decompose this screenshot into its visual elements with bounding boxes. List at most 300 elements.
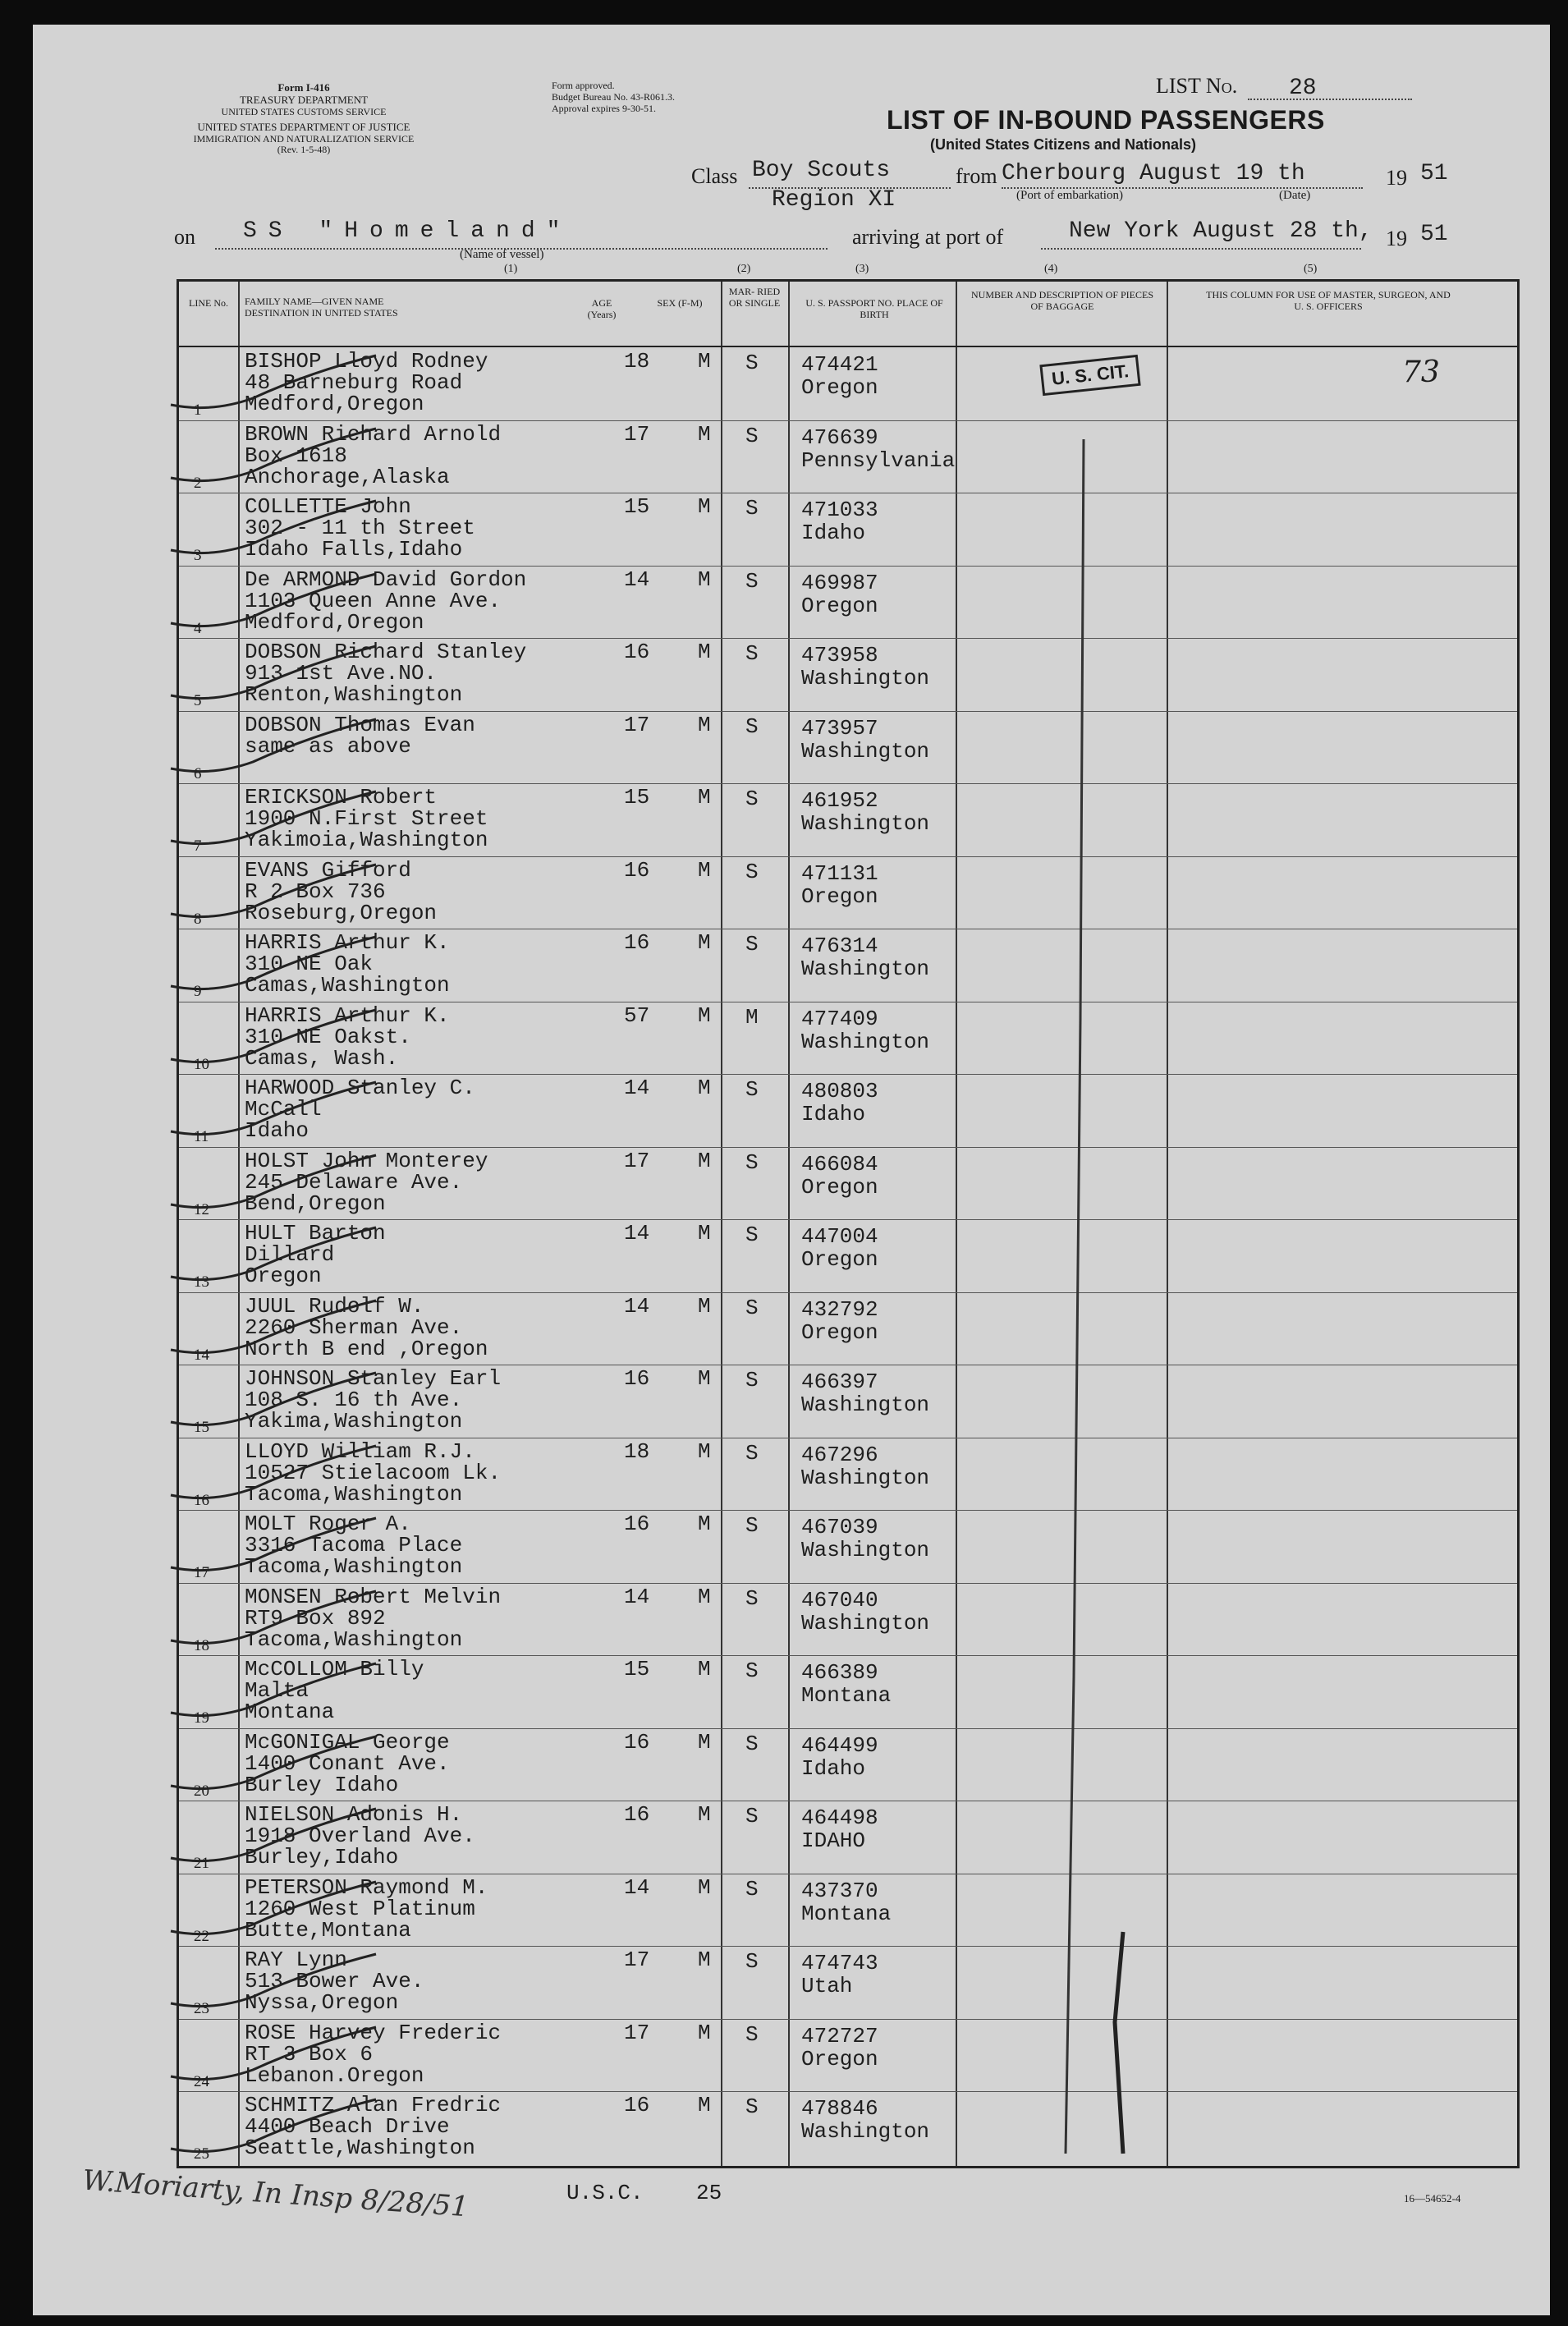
sex: M bbox=[698, 1512, 711, 1536]
place-of-birth: Washington bbox=[801, 957, 930, 981]
passport-number: 466389 bbox=[801, 1660, 878, 1685]
address-line-1: McCall bbox=[245, 1097, 322, 1122]
passenger-name: NIELSON Adonis H. bbox=[245, 1802, 463, 1827]
marital-status: S bbox=[745, 423, 759, 448]
table-row bbox=[179, 566, 1517, 637]
address-line-2: Tacoma,Washington bbox=[245, 1554, 463, 1579]
check-mark bbox=[163, 783, 409, 857]
passport-number: 466397 bbox=[801, 1369, 878, 1394]
treasury-dept: TREASURY DEPARTMENT bbox=[239, 93, 369, 106]
line-number: 15 bbox=[194, 1419, 209, 1436]
age: 57 bbox=[624, 1002, 650, 1028]
budget-bureau-text: Budget Bureau No. 43-R061.3. bbox=[552, 90, 675, 103]
address-line-1: 1103 Queen Anne Ave. bbox=[245, 588, 502, 613]
passenger-list-document bbox=[33, 25, 1550, 2315]
check-mark bbox=[163, 1874, 409, 1948]
marital-status: S bbox=[745, 351, 759, 375]
table-row bbox=[179, 783, 1517, 855]
sex: M bbox=[698, 1729, 711, 1755]
marital-status: S bbox=[745, 787, 759, 811]
passenger-name: EVANS Gifford bbox=[245, 857, 411, 883]
marital-status: M bbox=[745, 1004, 759, 1030]
address-line-1: 4400 Beach Drive bbox=[245, 2114, 450, 2139]
passport-number: 478846 bbox=[801, 2096, 878, 2121]
place-of-birth: Idaho bbox=[801, 1102, 866, 1126]
sex: M bbox=[698, 567, 711, 592]
passport-number: 447004 bbox=[801, 1224, 878, 1249]
header-line-no: LINE No. bbox=[189, 297, 228, 309]
marital-status: S bbox=[745, 1731, 759, 1756]
passenger-table bbox=[177, 279, 1520, 2168]
passport-number: 467296 bbox=[801, 1442, 878, 1467]
address-line-1: 310 NE Oakst. bbox=[245, 1024, 411, 1049]
table-row bbox=[179, 2019, 1517, 2090]
us-citizen-stamp: U. S. CIT. bbox=[1039, 355, 1140, 396]
passenger-name: LLOYD William R.J. bbox=[245, 1438, 475, 1464]
address-line-2: Idaho bbox=[245, 1118, 309, 1143]
check-mark bbox=[163, 1002, 409, 1076]
table-row bbox=[179, 493, 1517, 564]
address-line-1: Dillard bbox=[245, 1242, 335, 1267]
passenger-name: MONSEN Robert Melvin bbox=[245, 1584, 502, 1609]
place-of-birth: Washington bbox=[801, 1538, 930, 1562]
address-line-2: Idaho Falls,Idaho bbox=[245, 537, 463, 562]
sex: M bbox=[698, 1802, 711, 1827]
check-mark bbox=[163, 1946, 409, 2020]
place-of-birth: Oregon bbox=[801, 1174, 878, 1200]
check-mark bbox=[163, 638, 409, 712]
address-line-2: North B end ,Oregon bbox=[245, 1336, 488, 1361]
address-line-1: 108 S. 16 th Ave. bbox=[245, 1388, 463, 1412]
sex: M bbox=[698, 2093, 711, 2117]
line-number: 17 bbox=[194, 1564, 209, 1581]
table-row bbox=[179, 2091, 1517, 2163]
address-line-1: RT 3 Box 6 bbox=[245, 2041, 374, 2067]
officer-note: 73 bbox=[1402, 356, 1440, 389]
form-approval bbox=[552, 80, 675, 114]
marital-status: S bbox=[745, 496, 759, 521]
line-number: 12 bbox=[194, 1200, 209, 1218]
line-number: 23 bbox=[194, 2000, 209, 2017]
line-number: 19 bbox=[194, 1709, 209, 1727]
place-of-birth: Idaho bbox=[801, 1755, 866, 1781]
table-row bbox=[179, 1801, 1517, 1872]
address-line-1: 1918 Overland Ave. bbox=[245, 1824, 475, 1848]
passenger-name: McGONIGAL George bbox=[245, 1729, 450, 1755]
table-row bbox=[179, 420, 1517, 492]
col-num-5: (5) bbox=[1304, 263, 1318, 275]
sex: M bbox=[698, 494, 711, 519]
sex: M bbox=[698, 1221, 711, 1246]
place-of-birth: Idaho bbox=[801, 521, 866, 545]
check-mark bbox=[163, 1438, 409, 1512]
address-line-1: 48 Barneburg Road bbox=[245, 370, 463, 395]
passport-number: 466084 bbox=[801, 1151, 878, 1177]
passenger-name: RAY Lynn bbox=[245, 1948, 347, 1972]
table-row bbox=[179, 1365, 1517, 1436]
place-of-birth: Pennsylvania bbox=[801, 447, 956, 473]
place-of-birth: Washington bbox=[801, 1465, 930, 1490]
place-of-birth: Montana bbox=[801, 1683, 892, 1708]
sex: M bbox=[698, 1293, 711, 1319]
check-mark bbox=[163, 1292, 409, 1366]
passenger-name: DOBSON Richard Stanley bbox=[245, 640, 527, 664]
address-line-1: R 2 Box 736 bbox=[245, 879, 386, 904]
passport-number: 464499 bbox=[801, 1732, 878, 1758]
address-line-1: Box 1618 bbox=[245, 443, 347, 468]
embarkation-value: Cherbourg August 19 th bbox=[1002, 161, 1305, 186]
marital-status: S bbox=[745, 1077, 759, 1102]
check-mark bbox=[163, 420, 409, 494]
form-header-left bbox=[156, 82, 452, 156]
line-number: 5 bbox=[194, 692, 202, 709]
port-embark-caption: (Port of embarkation) bbox=[1016, 189, 1123, 202]
passport-number: 471131 bbox=[801, 860, 878, 886]
age: 18 bbox=[624, 349, 650, 374]
place-of-birth: Oregon bbox=[801, 1319, 878, 1345]
header-name-text: FAMILY NAME—GIVEN NAME bbox=[245, 296, 384, 307]
header-sex: SEX (F-M) bbox=[657, 297, 703, 309]
line-number: 21 bbox=[194, 1855, 209, 1872]
place-of-birth: Oregon bbox=[801, 883, 878, 909]
age: 17 bbox=[624, 421, 650, 447]
table-row bbox=[179, 1438, 1517, 1509]
address-line-2: Yakimoia,Washington bbox=[245, 828, 488, 852]
check-mark bbox=[163, 347, 409, 421]
check-mark bbox=[163, 856, 409, 930]
check-mark bbox=[163, 2091, 409, 2165]
passenger-name: HARRIS Arthur K. bbox=[245, 1002, 450, 1028]
passport-number: 473958 bbox=[801, 643, 878, 668]
inspector-signature: W.Moriarty, In Insp 8/28/51 bbox=[81, 2163, 470, 2224]
sex: M bbox=[698, 1366, 711, 1391]
table-row bbox=[179, 1946, 1517, 2017]
age: 16 bbox=[624, 930, 650, 955]
marital-status: S bbox=[745, 1949, 759, 1974]
age: 18 bbox=[624, 1438, 650, 1464]
customs-service: UNITED STATES CUSTOMS SERVICE bbox=[221, 105, 387, 117]
table-row bbox=[179, 1219, 1517, 1291]
year-prefix-1: 19 bbox=[1386, 166, 1407, 190]
passenger-name: De ARMOND David Gordon bbox=[245, 567, 527, 592]
address-line-2: Lebanon.Oregon bbox=[245, 2062, 424, 2088]
table-row bbox=[179, 347, 1517, 419]
passport-number: 474743 bbox=[801, 1951, 878, 1975]
age: 17 bbox=[624, 1948, 650, 1972]
address-line-1: Malta bbox=[245, 1678, 309, 1703]
year-prefix-2: 19 bbox=[1386, 227, 1407, 250]
class-value: Boy Scouts bbox=[752, 158, 891, 183]
sex: M bbox=[698, 640, 711, 664]
class-label: Class bbox=[691, 164, 738, 188]
table-row bbox=[179, 1292, 1517, 1364]
passport-number: 474421 bbox=[801, 352, 878, 377]
passenger-name: BROWN Richard Arnold bbox=[245, 421, 502, 447]
check-mark bbox=[163, 1219, 409, 1293]
passport-number: 471033 bbox=[801, 498, 878, 522]
print-code: 16—54652-4 bbox=[1404, 2192, 1461, 2204]
check-mark bbox=[163, 1655, 409, 1729]
address-line-2: Renton,Washington bbox=[245, 682, 463, 707]
age: 14 bbox=[624, 1874, 650, 1900]
year-2: 51 bbox=[1420, 222, 1448, 247]
passenger-name: SCHMITZ Alan Fredric bbox=[245, 2093, 502, 2117]
vessel-caption: (Name of vessel) bbox=[460, 248, 544, 261]
marital-status: S bbox=[745, 1149, 759, 1175]
check-mark bbox=[163, 1728, 409, 1802]
sex: M bbox=[698, 712, 711, 737]
marital-status: S bbox=[745, 1368, 759, 1392]
passport-number: 469987 bbox=[801, 570, 878, 595]
address-line-2: Yakima,Washington bbox=[245, 1409, 463, 1434]
address-line-1: 310 NE Oak bbox=[245, 952, 374, 976]
place-of-birth: Oregon bbox=[801, 375, 878, 400]
header-officers: THIS COLUMN FOR USE OF MASTER, SURGEON, AND U. S. OFFICERS bbox=[1206, 289, 1451, 312]
check-mark bbox=[163, 1074, 409, 1148]
age: 14 bbox=[624, 1584, 650, 1609]
header-age: AGE (Years) bbox=[587, 297, 617, 320]
passport-number: 437370 bbox=[801, 1878, 878, 1903]
marital-status: S bbox=[745, 641, 759, 666]
sex: M bbox=[698, 1438, 711, 1464]
list-number: 28 bbox=[1289, 76, 1317, 101]
approval-expires-text: Approval expires 9-30-51. bbox=[552, 102, 656, 114]
passport-number: 464498 bbox=[801, 1805, 878, 1830]
passport-number: 467039 bbox=[801, 1515, 878, 1539]
place-of-birth: Oregon bbox=[801, 2046, 878, 2071]
form-number: Form I-416 bbox=[277, 81, 330, 94]
vessel-col-num: (1) bbox=[504, 263, 518, 275]
passenger-name: McCOLLOM Billy bbox=[245, 1657, 424, 1681]
age: 14 bbox=[624, 567, 650, 592]
address-line-2: Seattle,Washington bbox=[245, 2136, 475, 2160]
marital-status: S bbox=[745, 2094, 759, 2119]
table-row bbox=[179, 1510, 1517, 1581]
arriving-label: arriving at port of bbox=[852, 225, 1004, 249]
address-line-2: Montana bbox=[245, 1700, 335, 1724]
line-number: 10 bbox=[194, 1055, 209, 1073]
passport-number: 476314 bbox=[801, 934, 878, 958]
table-row bbox=[179, 1655, 1517, 1727]
arrival-line bbox=[1041, 248, 1361, 250]
passenger-name: JUUL Rudolf W. bbox=[245, 1293, 424, 1319]
passenger-name: HARRIS Arthur K. bbox=[245, 930, 450, 955]
marital-status: S bbox=[745, 1804, 759, 1828]
line-number: 16 bbox=[194, 1491, 209, 1509]
place-of-birth: Washington bbox=[801, 2119, 930, 2144]
marital-status: S bbox=[745, 1513, 759, 1538]
sex: M bbox=[698, 785, 711, 810]
vessel-name: SS "Homeland" bbox=[243, 218, 572, 244]
table-row bbox=[179, 856, 1517, 928]
address-line-1: RT9 Box 892 bbox=[245, 1605, 386, 1631]
address-line-2: Burley,Idaho bbox=[245, 1845, 399, 1870]
check-mark bbox=[163, 929, 409, 1002]
sex: M bbox=[698, 1076, 711, 1100]
line-number: 1 bbox=[194, 401, 202, 419]
usc-label: U.S.C. bbox=[566, 2181, 644, 2205]
passport-number: 472727 bbox=[801, 2023, 878, 2048]
line-number: 13 bbox=[194, 1273, 209, 1291]
line-number: 22 bbox=[194, 1927, 209, 1945]
address-line-1: 245 Delaware Ave. bbox=[245, 1169, 463, 1195]
line-number: 3 bbox=[194, 547, 202, 564]
marital-status: S bbox=[745, 1658, 759, 1683]
sex: M bbox=[698, 1148, 711, 1173]
passenger-name: ROSE Harvey Frederic bbox=[245, 2020, 502, 2045]
line-number: 9 bbox=[194, 983, 202, 1000]
list-number-label: LIST No. bbox=[1156, 74, 1238, 98]
passenger-name: BISHOP Lloyd Rodney bbox=[245, 349, 488, 374]
address-line-1: 2260 Sherman Ave. bbox=[245, 1314, 463, 1340]
age: 16 bbox=[624, 1802, 650, 1827]
date-caption: (Date) bbox=[1279, 189, 1311, 202]
check-mark bbox=[163, 1510, 409, 1584]
ins-service: IMMIGRATION AND NATURALIZATION SERVICE bbox=[193, 132, 415, 145]
place-of-birth: Oregon bbox=[801, 593, 878, 618]
check-mark bbox=[163, 711, 409, 785]
table-row bbox=[179, 929, 1517, 1000]
age: 17 bbox=[624, 712, 650, 737]
form-revision: (Rev. 1-5-48) bbox=[277, 144, 331, 156]
place-of-birth: Washington bbox=[801, 1029, 930, 1054]
document-subtitle: (United States Citizens and Nationals) bbox=[930, 136, 1197, 153]
sex: M bbox=[698, 1002, 711, 1028]
place-of-birth: Utah bbox=[801, 1974, 853, 1998]
passenger-name: ERICKSON Robert bbox=[245, 785, 438, 810]
passport-number: 480803 bbox=[801, 1079, 878, 1103]
col-num-2: (2) bbox=[737, 263, 751, 275]
marital-status: S bbox=[745, 2021, 759, 2047]
address-line-2: Tacoma,Washington bbox=[245, 1481, 463, 1507]
age: 17 bbox=[624, 2020, 650, 2045]
line-number: 14 bbox=[194, 1346, 209, 1364]
place-of-birth: IDAHO bbox=[801, 1828, 866, 1853]
on-label: on bbox=[174, 225, 195, 249]
table-row bbox=[179, 1147, 1517, 1218]
table-row bbox=[179, 1002, 1517, 1073]
passenger-name: PETERSON Raymond M. bbox=[245, 1874, 488, 1900]
address-line-1: 1260 West Platinum bbox=[245, 1896, 475, 1921]
total-count: 25 bbox=[696, 2181, 722, 2205]
address-line-2: Bend,Oregon bbox=[245, 1191, 386, 1216]
table-row bbox=[179, 1074, 1517, 1145]
address-line-2: Camas,Washington bbox=[245, 973, 450, 998]
sex: M bbox=[698, 421, 711, 447]
sex: M bbox=[698, 1948, 711, 1972]
passport-number: 461952 bbox=[801, 788, 878, 813]
address-line-1: 513 Bower Ave. bbox=[245, 1969, 424, 1993]
line-number: 24 bbox=[194, 2072, 209, 2090]
address-line-2: Oregon bbox=[245, 1264, 322, 1288]
address-line-2: Burley Idaho bbox=[245, 1772, 399, 1797]
passenger-name: COLLETTE John bbox=[245, 494, 411, 519]
line-number: 8 bbox=[194, 910, 202, 928]
marital-status: S bbox=[745, 1876, 759, 1902]
marital-status: S bbox=[745, 859, 759, 884]
place-of-birth: Washington bbox=[801, 738, 930, 764]
address-line-2: Roseburg,Oregon bbox=[245, 900, 438, 925]
age: 15 bbox=[624, 494, 650, 519]
age: 14 bbox=[624, 1293, 650, 1319]
address-line-1: same as above bbox=[245, 733, 411, 759]
marital-status: S bbox=[745, 568, 759, 594]
marital-status: S bbox=[745, 713, 759, 739]
address-line-1: 3316 Tacoma Place bbox=[245, 1533, 463, 1558]
line-number: 7 bbox=[194, 837, 202, 855]
sex: M bbox=[698, 2020, 711, 2045]
marital-status: S bbox=[745, 1585, 759, 1611]
line-number: 25 bbox=[194, 2145, 209, 2163]
table-row bbox=[179, 1874, 1517, 1945]
age: 15 bbox=[624, 1657, 650, 1681]
sex: M bbox=[698, 349, 711, 374]
address-line-2: Nyssa,Oregon bbox=[245, 1990, 399, 2015]
passenger-name: HULT Barton bbox=[245, 1221, 386, 1246]
passenger-name: HOLST John Monterey bbox=[245, 1148, 488, 1173]
line-number: 4 bbox=[194, 619, 202, 637]
age: 16 bbox=[624, 1366, 650, 1391]
table-row bbox=[179, 1583, 1517, 1654]
col-num-3: (3) bbox=[855, 263, 869, 275]
passenger-name: MOLT Roger A. bbox=[245, 1512, 411, 1536]
sex: M bbox=[698, 1874, 711, 1900]
passport-number: 477409 bbox=[801, 1006, 878, 1031]
place-of-birth: Washington bbox=[801, 1610, 930, 1636]
address-line-1: 1900 N.First Street bbox=[245, 806, 488, 831]
line-number: 11 bbox=[194, 1128, 209, 1145]
age: 17 bbox=[624, 1148, 650, 1173]
address-line-1: 10527 Stielacoom Lk. bbox=[245, 1460, 502, 1485]
passenger-name: HARWOOD Stanley C. bbox=[245, 1076, 475, 1100]
passenger-name: DOBSON Thomas Evan bbox=[245, 712, 475, 737]
line-number: 2 bbox=[194, 474, 202, 492]
check-mark bbox=[163, 566, 409, 640]
address-line-1: 913 1st Ave.NO. bbox=[245, 661, 438, 686]
check-mark bbox=[163, 1583, 409, 1657]
justice-dept: UNITED STATES DEPARTMENT OF JUSTICE bbox=[197, 120, 410, 133]
check-mark bbox=[163, 1147, 409, 1221]
header-baggage: NUMBER AND DESCRIPTION OF PIECES OF BAGGAGE bbox=[970, 289, 1154, 312]
class-value-region: Region XI bbox=[772, 187, 896, 213]
address-line-2: Anchorage,Alaska bbox=[245, 464, 450, 489]
line-number: 18 bbox=[194, 1636, 209, 1654]
arrival-value: New York August 28 th, bbox=[1069, 218, 1373, 244]
passport-number: 467040 bbox=[801, 1587, 878, 1613]
place-of-birth: Oregon bbox=[801, 1247, 878, 1272]
place-of-birth: Washington bbox=[801, 1392, 930, 1417]
list-number-line bbox=[1248, 99, 1412, 100]
address-line-1: 302 - 11 th Street bbox=[245, 516, 475, 540]
age: 16 bbox=[624, 857, 650, 883]
document-title: LIST OF IN-BOUND PASSENGERS bbox=[887, 105, 1325, 135]
age: 14 bbox=[624, 1076, 650, 1100]
marital-status: S bbox=[745, 932, 759, 957]
address-line-2: Medford,Oregon bbox=[245, 609, 424, 635]
check-mark bbox=[163, 1365, 409, 1438]
check-mark bbox=[163, 1801, 409, 1874]
passport-number: 476639 bbox=[801, 424, 878, 450]
header-destination-text: DESTINATION IN UNITED STATES bbox=[245, 306, 398, 319]
line-number: 20 bbox=[194, 1782, 209, 1800]
check-mark bbox=[163, 2019, 409, 2093]
table-row bbox=[179, 1728, 1517, 1800]
age: 16 bbox=[624, 1729, 650, 1755]
line-number: 6 bbox=[194, 764, 202, 782]
place-of-birth: Montana bbox=[801, 1901, 892, 1926]
header-name bbox=[245, 296, 524, 319]
passenger-name: JOHNSON Stanley Earl bbox=[245, 1366, 502, 1391]
